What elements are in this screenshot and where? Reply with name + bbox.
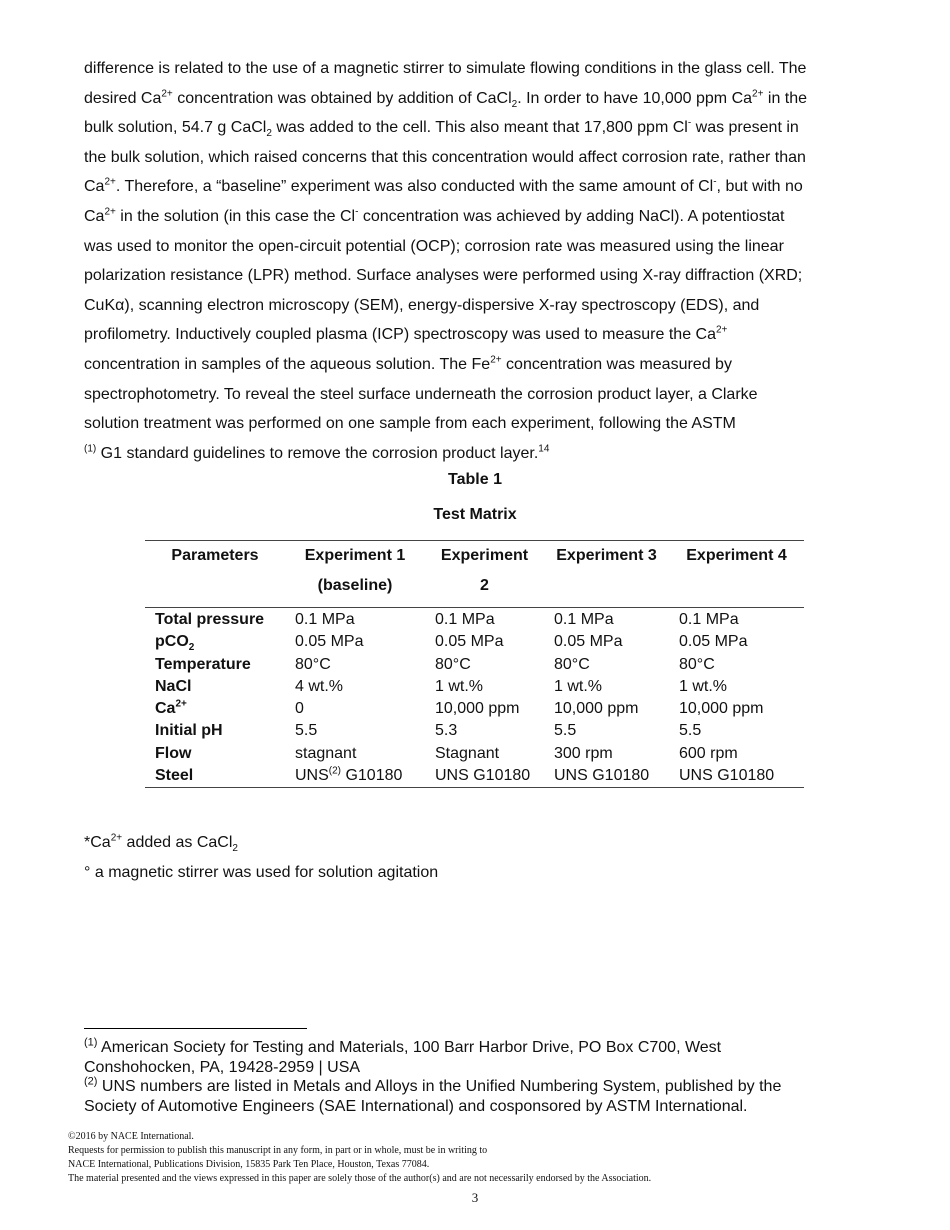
- value-cell: stagnant: [295, 744, 357, 762]
- value-cell: UNS G10180: [669, 765, 804, 788]
- body-line: concentration in samples of the aqueous solution. The $Fe^{2+}$ concentration was measured by: [84, 354, 732, 373]
- param-cell: Initial pH: [155, 722, 223, 740]
- value-cell: 10,000 ppm: [679, 700, 764, 718]
- table-row: [145, 743, 804, 765]
- value-cell: 600 rpm: [679, 744, 738, 762]
- test-matrix-table: [145, 540, 804, 788]
- value-cell: UNS G10180: [544, 765, 669, 788]
- body-line: spectrophotometry. To reveal the steel surface underneath the corrosion product layer, a Clarke: [84, 385, 758, 403]
- table-row: [145, 765, 804, 788]
- copyright-line: The material presented and the views expressed in this paper are solely those of the author(s) and are not necessarily endorsed by the Association.: [68, 1173, 652, 1184]
- table-title: Test Matrix: [433, 506, 517, 523]
- value-cell: 300 rpm: [554, 744, 613, 762]
- header-parameters: Parameters: [145, 541, 285, 608]
- value-cell: 1 wt.%: [435, 677, 484, 695]
- param-cell: pCO$_2$: [155, 633, 195, 654]
- value-cell: 80°C: [554, 655, 590, 673]
- body-line: desired $Ca^{2+}$ concentration was obtained by addition of CaCl$_2$. In order to have 10,000 ppm $Ca^{2+}$ in the: [84, 88, 808, 110]
- table-note-calcium: $*Ca^{2+}$ added as CaCl$_2$: [84, 832, 238, 855]
- body-line: was used to monitor the open-circuit potential (OCP); corrosion rate was measured using the linear: [84, 237, 784, 255]
- table-row: [145, 676, 804, 698]
- value-cell: 0.1 MPa: [295, 611, 355, 628]
- body-line: solution treatment was performed on one sample from each experiment, following the ASTM: [84, 415, 736, 433]
- value-cell: 80°C: [679, 655, 715, 673]
- value-cell: UNS$^{(2)}$ G10180: [285, 765, 425, 788]
- footnote-1: $^{(1)}$ American Society for Testing and Materials, 100 Barr Harbor Drive, PO Box C700, West Conshohocken, PA, 19428-2959 | USA: [84, 1036, 722, 1076]
- value-cell: UNS G10180: [425, 765, 544, 788]
- param-cell: Temperature: [155, 655, 251, 673]
- value-cell: 0.05 MPa: [679, 633, 748, 651]
- body-line: $Ca^{2+}$ in the solution (in this case the Cl- concentration was achieved by adding NaCl). A potentiostat: [84, 206, 785, 225]
- param-cell: Total pressure: [155, 611, 265, 628]
- value-cell: 5.5: [554, 722, 577, 740]
- copyright-line: ©2016 by NACE International.: [68, 1131, 194, 1142]
- copyright-block: [68, 1130, 651, 1186]
- body-line: CuKα), scanning electron microscopy (SEM), energy-dispersive X-ray spectroscopy (EDS), and: [84, 296, 760, 314]
- header-experiment-1: Experiment 1 (baseline): [285, 541, 425, 608]
- param-cell: NaCl: [155, 677, 192, 695]
- body-line: profilometry. Inductively coupled plasma (ICP) spectroscopy was used to measure the $Ca^{2+}$: [84, 325, 728, 344]
- value-cell: 0.1 MPa: [554, 611, 614, 628]
- header-experiment-2: Experiment 2: [425, 541, 544, 608]
- table-row: [145, 631, 804, 653]
- value-cell: 0.1 MPa: [679, 611, 739, 628]
- body-line: bulk solution, 54.7 g CaCl$_2$ was added to the cell. This also meant that 17,800 ppm Cl- was present in: [84, 117, 799, 140]
- table-row: [145, 720, 804, 742]
- body-line: $^{(1)}$ G1 standard guidelines to remove the corrosion product layer.$^{14}$: [84, 443, 550, 462]
- table-row: [145, 698, 804, 720]
- header-experiment-3: Experiment 3: [544, 541, 669, 608]
- value-cell: 0.05 MPa: [435, 633, 504, 651]
- value-cell: 10,000 ppm: [435, 700, 520, 718]
- value-cell: 1 wt.%: [554, 677, 603, 695]
- table-note-stirrer: ° a magnetic stirrer was used for solution agitation: [84, 864, 439, 881]
- table-number: Table 1: [448, 471, 502, 488]
- table-row: [145, 608, 804, 632]
- value-cell: 10,000 ppm: [554, 700, 639, 718]
- value-cell: 0.05 MPa: [554, 633, 623, 651]
- value-cell: Stagnant: [435, 744, 500, 762]
- value-cell: 5.5: [295, 722, 318, 740]
- table-row: [145, 654, 804, 676]
- table-header-row: [145, 541, 804, 608]
- value-cell: 1 wt.%: [679, 677, 728, 695]
- body-line: polarization resistance (LPR) method. Surface analyses were performed using X-ray diffraction (XRD;: [84, 267, 803, 285]
- param-cell: Flow: [155, 744, 192, 762]
- body-paragraph: [84, 54, 867, 468]
- footnote-2: $^{(2)}$ UNS numbers are listed in Metals and Alloys in the Unified Numbering System, published by the Society of Automotive Engineers (SAE International) and cosponsored by ASTM International.: [84, 1075, 782, 1115]
- page-number: 3: [471, 1190, 479, 1205]
- param-cell: $Ca^{2+}$: [155, 698, 187, 718]
- value-cell: 0.05 MPa: [295, 633, 364, 651]
- value-cell: 5.3: [435, 722, 458, 740]
- header-experiment-4: Experiment 4: [669, 541, 804, 608]
- value-cell: 4 wt.%: [295, 677, 344, 695]
- value-cell: 80°C: [435, 655, 471, 673]
- value-cell: 0: [295, 700, 304, 718]
- body-line: the bulk solution, which raised concerns that this concentration would affect corrosion rate, rather than: [84, 148, 806, 166]
- value-cell: 80°C: [295, 655, 331, 673]
- body-line: difference is related to the use of a magnetic stirrer to simulate flowing conditions in the glass cell. The: [84, 60, 807, 77]
- body-line: $Ca^{2+}$. Therefore, a “baseline” experiment was also conducted with the same amount of Cl-, but with no: [84, 177, 803, 196]
- value-cell: 0.1 MPa: [435, 611, 495, 628]
- copyright-line: NACE International, Publications Division, 15835 Park Ten Place, Houston, Texas 77084.: [68, 1159, 430, 1170]
- footnote-divider: [84, 1028, 307, 1029]
- copyright-line: Requests for permission to publish this manuscript in any form, in part or in whole, must be in writing to: [68, 1145, 488, 1156]
- param-cell: Steel: [145, 765, 285, 788]
- value-cell: 5.5: [679, 722, 702, 740]
